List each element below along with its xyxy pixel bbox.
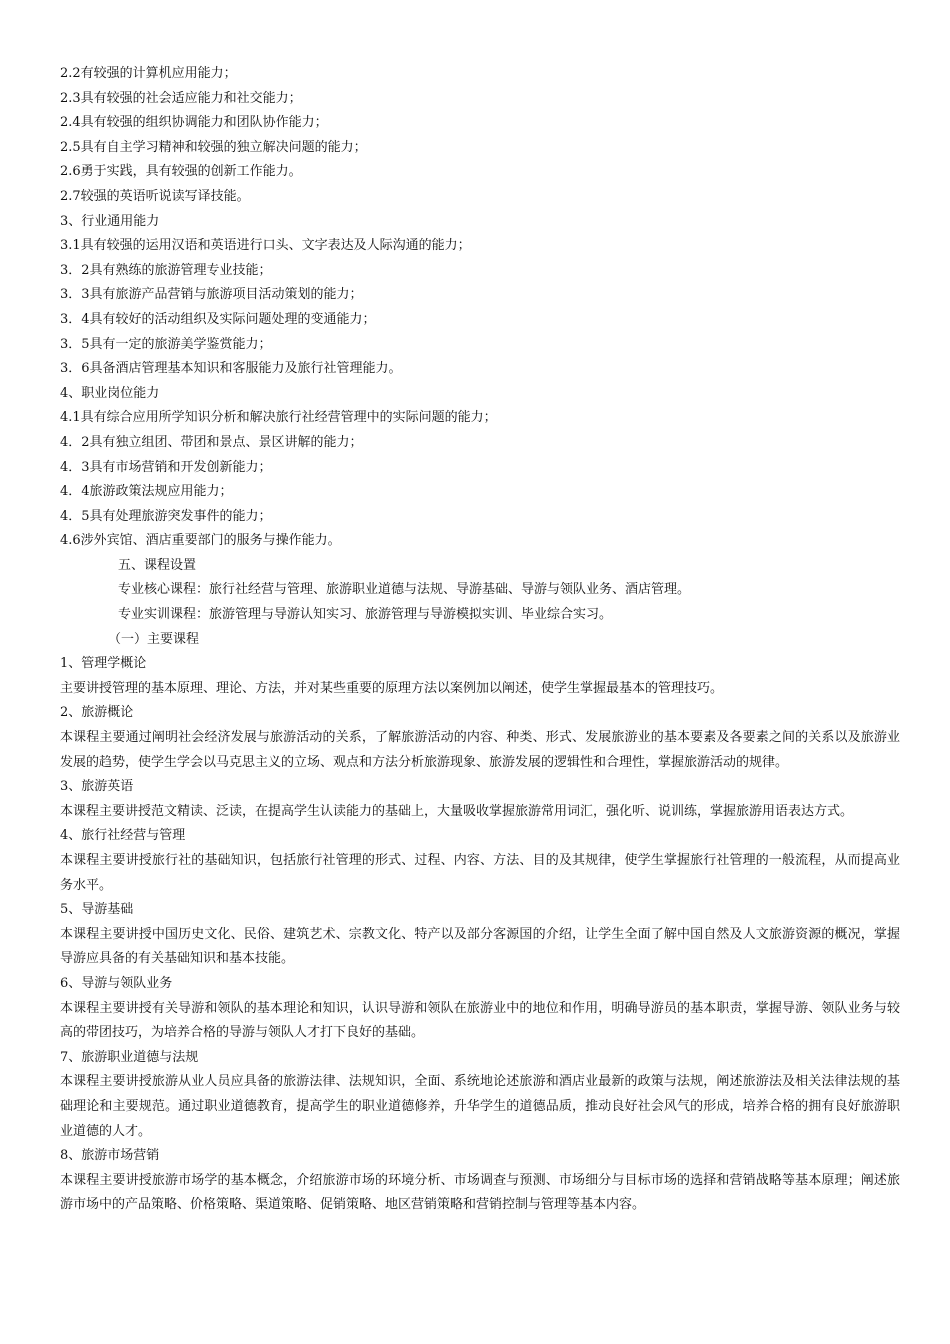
core-courses: 专业核心课程：旅行社经营与管理、旅游职业道德与法规、导游基础、导游与领队业务、酒店管理。	[118, 582, 691, 598]
ability-line: 4.6涉外宾馆、酒店重要部门的服务与操作能力。	[60, 533, 341, 549]
course-description: 本课程主要讲授范文精读、泛读，在提高学生认读能力的基础上，大量吸收掌握旅游常用词汇，强化听、说训练，掌握旅游用语表达方式。	[60, 803, 854, 819]
ability-line: 2.5具有自主学习精神和较强的独立解决问题的能力；	[60, 139, 367, 155]
section-title: 五、课程设置	[118, 557, 197, 573]
course-description: 本课程主要讲授有关导游和领队的基本理论和知识，认识导游和领队在旅游业中的地位和作用，明确导游员的基本职责，掌握导游、领队业务与较高的带团技巧，为培养合格的导游与领队人才打下良好的基础。	[60, 1000, 900, 1041]
course-title: 4、旅行社经营与管理	[60, 828, 186, 844]
course-title: 5、导游基础	[60, 902, 134, 918]
course-title: 6、导游与领队业务	[60, 975, 173, 991]
document-page	[60, 62, 900, 1218]
course-list	[60, 652, 900, 1218]
course-title: 1、管理学概论	[60, 656, 147, 672]
ability-line: 3．2具有熟练的旅游管理专业技能；	[60, 262, 272, 278]
ability-line: 2.3具有较强的社会适应能力和社交能力；	[60, 90, 302, 106]
course-description: 本课程主要讲授旅游市场学的基本概念，介绍旅游市场的环境分析、市场调查与预测、市场细分与目标市场的选择和营销战略等基本原理；阐述旅游市场中的产品策略、价格策略、渠道策略、促销策略、地区营销策略和营销控制与管理等基本内容。	[60, 1172, 900, 1213]
ability-line: 3．5具有一定的旅游美学鉴赏能力；	[60, 336, 272, 352]
course-description: 本课程主要通过阐明社会经济发展与旅游活动的关系，了解旅游活动的内容、种类、形式、发展旅游业的基本要素及各要素之间的关系以及旅游业发展的趋势，使学生学会以马克思主义的立场、观点和方法分析旅游现象、旅游发展的逻辑性和合理性，掌握旅游活动的规律。	[60, 730, 900, 770]
course-description: 本课程主要讲授旅行社的基础知识，包括旅行社管理的形式、过程、内容、方法、目的及其规律，使学生掌握旅行社管理的一般流程，从而提高业务水平。	[60, 853, 900, 893]
section-heading: 3、行业通用能力	[60, 213, 160, 229]
ability-line: 4．3具有市场营销和开发创新能力；	[60, 459, 272, 475]
course-description: 主要讲授管理的基本原理、理论、方法，并对某些重要的原理方法以案例加以阐述，使学生掌握最基本的管理技巧。	[60, 680, 724, 696]
ability-line: 2.4具有较强的组织协调能力和团队协作能力；	[60, 115, 328, 131]
ability-line: 4.1具有综合应用所学知识分析和解决旅行社经营管理中的实际问题的能力；	[60, 410, 497, 426]
ability-line: 4．4旅游政策法规应用能力；	[60, 484, 233, 500]
ability-line: 3.1具有较强的运用汉语和英语进行口头、文字表达及人际沟通的能力；	[60, 238, 471, 254]
practice-courses: 专业实训课程：旅游管理与导游认知实习、旅游管理与导游模拟实训、毕业综合实习。	[118, 607, 613, 623]
ability-line: 2.6勇于实践，具有较强的创新工作能力。	[60, 164, 302, 180]
ability-line: 4．5具有处理旅游突发事件的能力；	[60, 508, 272, 524]
sub-section-title: （一）主要课程	[108, 631, 200, 647]
ability-line: 4．2具有独立组团、带团和景点、景区讲解的能力；	[60, 434, 363, 450]
course-title: 2、旅游概论	[60, 705, 134, 721]
course-description: 本课程主要讲授旅游从业人员应具备的旅游法律、法规知识，全面、系统地论述旅游和酒店业最新的政策与法规，阐述旅游法及相关法律法规的基础理论和主要规范。通过职业道德教育，提高学生的职业道德修养，升华学生的道德品质，推动良好社会风气的形成，培养合格的拥有良好旅游职业道德的人才。	[60, 1074, 900, 1139]
course-title: 8、旅游市场营销	[60, 1148, 160, 1164]
course-title: 3、旅游英语	[60, 779, 134, 795]
ability-line: 3．4具有较好的活动组织及实际问题处理的变通能力；	[60, 311, 376, 327]
course-setup-section	[60, 554, 900, 652]
ability-line: 3．3具有旅游产品营销与旅游项目活动策划的能力；	[60, 287, 363, 303]
ability-line: 2.7较强的英语听说读写译技能。	[60, 188, 250, 204]
ability-list	[60, 62, 900, 554]
ability-line: 2.2有较强的计算机应用能力；	[60, 66, 237, 81]
section-heading: 4、职业岗位能力	[60, 385, 160, 401]
ability-line: 3．6具备酒店管理基本知识和客服能力及旅行社管理能力。	[60, 361, 402, 377]
course-description: 本课程主要讲授中国历史文化、民俗、建筑艺术、宗教文化、特产以及部分客源国的介绍，让学生全面了解中国自然及人文旅游资源的概况，掌握导游应具备的有关基础知识和基本技能。	[60, 926, 900, 967]
course-title: 7、旅游职业道德与法规	[60, 1049, 199, 1065]
